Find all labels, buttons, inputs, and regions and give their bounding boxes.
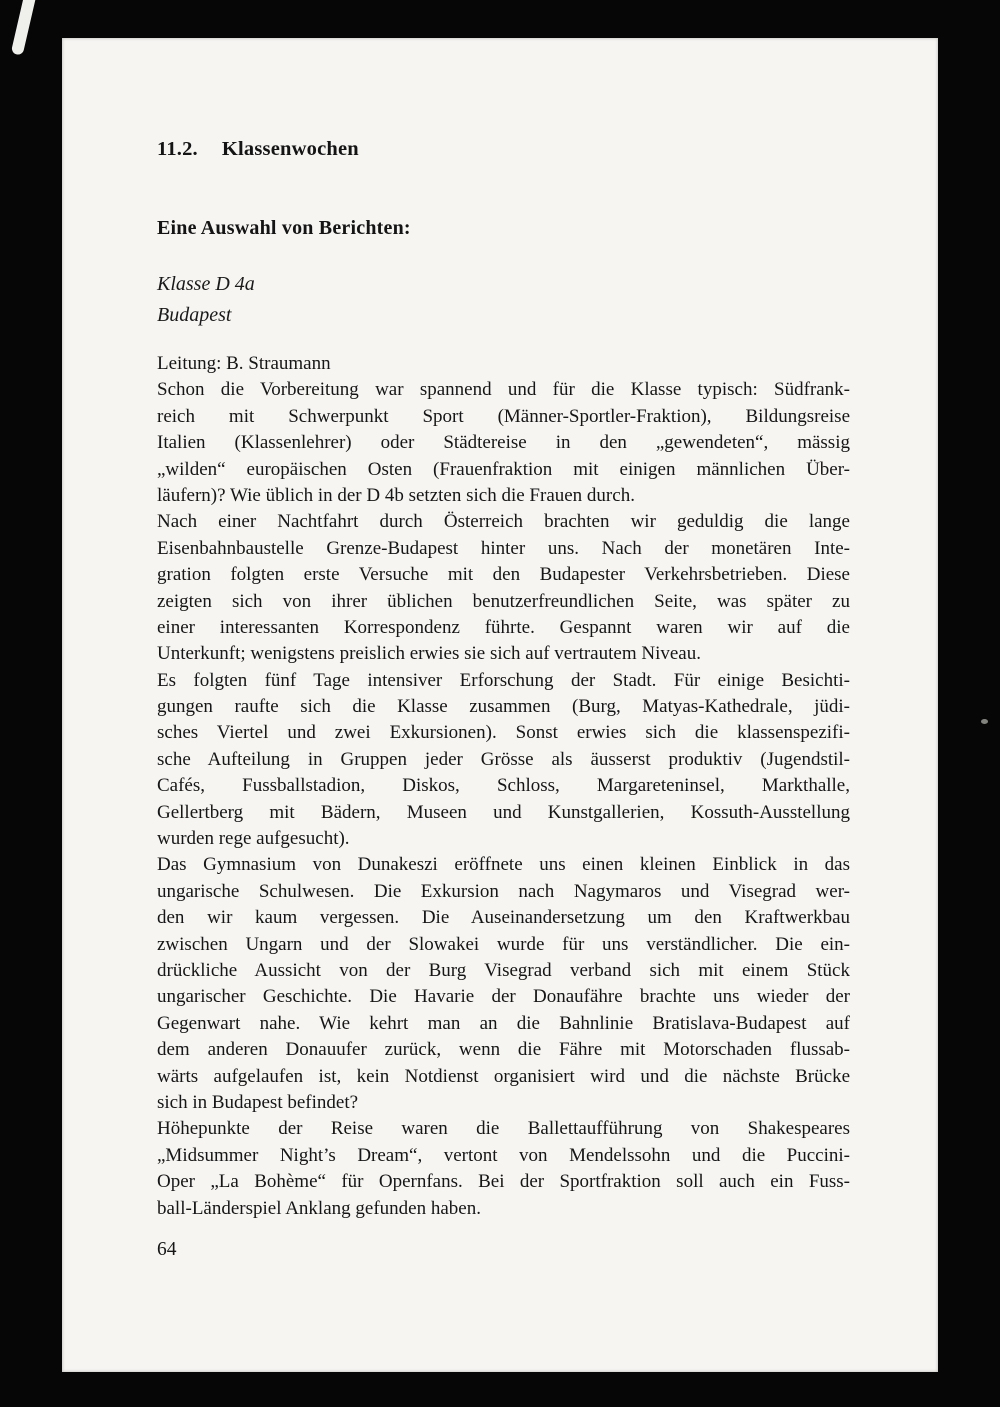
text-line: Schon die Vorbereitung war spannend und für die Klasse typisch: Südfrank-: [157, 379, 850, 401]
section-title: Klassenwochen: [221, 138, 359, 160]
text-line: ball-Länderspiel Anklang gefunden haben.: [157, 1197, 481, 1219]
text-line: sich in Budapest befindet?: [157, 1091, 359, 1113]
text-line: gration folgten erste Versuche mit den Budapester Verkehrsbetrieben. Diese: [157, 564, 850, 586]
text-line: sches Viertel und zwei Exkursionen). Sonst erwies sich die klassenspezifi-: [157, 722, 850, 744]
text-line: läufern)? Wie üblich in der D 4b setzten sich die Frauen durch.: [157, 484, 635, 506]
text-line: wärts aufgelaufen ist, kein Notdienst organisiert wird und die nächste Brücke: [157, 1065, 850, 1087]
text-line: Höhepunkte der Reise waren die Ballettaufführung von Shakespeares: [157, 1118, 850, 1140]
text-line: Eisenbahnbaustelle Grenze-Budapest hinter uns. Nach der monetären Inte-: [157, 537, 850, 559]
text-line: Cafés, Fussballstadion, Diskos, Schloss, Margareteninsel, Markthalle,: [157, 775, 850, 797]
text-line: dem anderen Donauufer zurück, wenn die Fähre mit Motorschaden flussab-: [157, 1039, 850, 1061]
text-line: Gellertberg mit Bädern, Museen und Kunstgallerien, Kossuth-Ausstellung: [157, 801, 850, 823]
text-line: Italien (Klassenlehrer) oder Städtereise in den „gewendeten“, mässig: [157, 432, 850, 454]
report-selection-heading: Eine Auswahl von Berichten:: [157, 217, 411, 239]
report-body: [157, 351, 850, 1222]
text-line: Gegenwart nahe. Wie kehrt man an die Bahnlinie Bratislava-Budapest auf: [157, 1012, 850, 1034]
text-line: sche Aufteilung in Gruppen jeder Grösse als äusserst produktiv (Jugendstil-: [157, 748, 850, 770]
text-line: ungarische Schulwesen. Die Exkursion nach Nagymaros und Visegrad wer-: [157, 880, 850, 902]
text-line: den wir kaum vergessen. Die Auseinandersetzung um den Kraftwerkbau: [157, 907, 850, 929]
text-line: Unterkunft; wenigstens preislich erwies sie sich auf vertrautem Niveau.: [157, 643, 701, 665]
document-page: [62, 38, 938, 1372]
text-line: einer interessanten Korrespondenz führte. Gespannt waren wir auf die: [157, 616, 850, 638]
text-line: Leitung: B. Straumann: [157, 353, 331, 374]
text-line: Nach einer Nachtfahrt durch Österreich brachten wir geduldig die lange: [157, 511, 850, 533]
text-line: Das Gymnasium von Dunakeszi eröffnete uns einen kleinen Einblick in das: [157, 854, 850, 876]
text-line: zwischen Ungarn und der Slowakei wurde für uns verständlicher. Die ein-: [157, 933, 850, 955]
scan-speck: [981, 719, 988, 724]
text-line: ungarischer Geschichte. Die Havarie der Donaufähre brachte uns wieder der: [157, 986, 850, 1008]
section-number: 11.2.: [157, 138, 198, 160]
text-line: „Midsummer Night’s Dream“, vertont von Mendelssohn und die Puccini-: [157, 1144, 850, 1166]
text-line: zeigten sich von ihrer üblichen benutzerfreundlichen Seite, was später zu: [157, 590, 850, 612]
text-line: Es folgten fünf Tage intensiver Erforschung der Stadt. Für einige Besichti-: [157, 669, 850, 691]
scan-artifact: [11, 0, 37, 56]
text-line: wurden rege aufgesucht).: [157, 828, 350, 850]
text-line: drückliche Aussicht von der Burg Visegrad verband sich mit einem Stück: [157, 959, 850, 981]
class-destination: Budapest: [157, 304, 232, 326]
text-line: Oper „La Bohème“ für Opernfans. Bei der Sportfraktion soll auch ein Fuss-: [157, 1171, 850, 1193]
section-heading: [157, 138, 359, 161]
text-line: gungen raufte sich die Klasse zusammen (Burg, Matyas-Kathedrale, jüdi-: [157, 696, 850, 718]
class-name: Klasse D 4a: [157, 273, 255, 295]
text-line: reich mit Schwerpunkt Sport (Männer-Sportler-Fraktion), Bildungsreise: [157, 405, 850, 427]
text-line: „wilden“ europäischen Osten (Frauenfraktion mit einigen männlichen Über-: [157, 458, 850, 480]
page-number: 64: [157, 1239, 177, 1260]
class-info: [157, 269, 255, 331]
